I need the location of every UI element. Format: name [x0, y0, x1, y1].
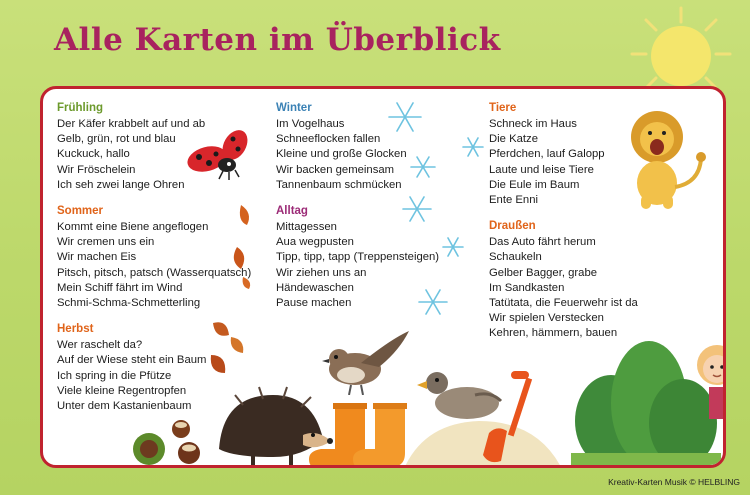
card-item: Wir backen gemeinsam [276, 163, 395, 176]
section-heading: Frühling [57, 102, 103, 114]
card-item: Kommt eine Biene angeflogen [57, 221, 209, 234]
card-item: Ich seh zwei lange Ohren [57, 178, 185, 191]
card-item: Wer raschelt da? [57, 339, 143, 352]
card-item: Pitsch, pitsch, patsch (Wasserquatsch) [57, 266, 252, 279]
card-item: Mittagessen [276, 221, 337, 234]
card-item: Ich spring in die Pfütze [57, 369, 172, 382]
section-heading: Tiere [489, 102, 517, 114]
leaf-icon [219, 201, 259, 291]
lion-icon [617, 107, 709, 212]
card-item: Tannenbaum schmücken [276, 178, 402, 191]
section-draussen [489, 219, 664, 341]
card-item: Schneck im Haus [489, 118, 577, 130]
card-item: Kleine und große Glocken [276, 148, 407, 161]
card-item: Pause machen [276, 297, 352, 310]
child-icon [691, 339, 726, 419]
ladybug-icon [183, 125, 255, 183]
section-heading: Winter [276, 102, 312, 114]
card-item: Das Auto fährt herum [489, 236, 596, 249]
card-item: Unter dem Kastanienbaum [57, 400, 192, 413]
card-item: Im Sandkasten [489, 281, 565, 294]
copyright-text: Kreativ-Karten Musik © HELBLING [608, 477, 740, 487]
card-item: Wir ziehen uns an [276, 266, 367, 279]
card-item: Aua wegpusten [276, 236, 354, 249]
card-item: Schaukeln [489, 251, 542, 264]
card-item: Schmi-Schma-Schmetterling [57, 297, 201, 310]
card-item: Kuckuck, hallo [57, 148, 130, 161]
bird-icon [321, 329, 411, 395]
page-title: Alle Karten im Überblick [54, 22, 501, 58]
card-item: Mein Schiff fährt im Wind [57, 281, 183, 294]
card-item: Die Katze [489, 133, 538, 146]
card-item: Der Käfer krabbelt auf und ab [57, 118, 206, 130]
sun-icon [626, 6, 736, 96]
card-item: Wir spielen Verstecken [489, 312, 604, 325]
snowflake-icon [383, 97, 493, 327]
card-item: Wir Fröschelein [57, 163, 136, 176]
card-item: Pferdchen, lauf Galopp [489, 148, 605, 161]
card-item: Wir machen Eis [57, 251, 137, 264]
card-item: Auf der Wiese steht ein Baum [57, 354, 207, 367]
card-item: Tipp, tipp, tapp (Treppensteigen) [276, 251, 440, 264]
card-item: Wir cremen uns ein [57, 236, 155, 249]
card-item: Schneeflocken fallen [276, 133, 381, 146]
card-item: Kehren, hämmern, bauen [489, 327, 618, 340]
section-heading: Alltag [276, 205, 308, 218]
card-item: Viele kleine Regentropfen [57, 384, 187, 397]
leaf-icon [205, 315, 253, 385]
section-heading: Herbst [57, 323, 94, 336]
card-item: Gelb, grün, rot und blau [57, 133, 176, 146]
section-heading: Draußen [489, 220, 536, 233]
overview-card [40, 86, 726, 468]
shovel-icon [483, 371, 533, 467]
card-item: Die Eule im Baum [489, 178, 580, 191]
card-item: Im Vogelhaus [276, 118, 345, 130]
card-item: Tatütata, die Feuerwehr ist da [489, 297, 638, 310]
card-item: Gelber Bagger, grabe [489, 266, 598, 279]
section-heading: Sommer [57, 205, 104, 218]
card-item: Laute und leise Tiere [489, 163, 594, 176]
card-item: Ente Enni [489, 194, 538, 207]
chestnut-icon [129, 417, 209, 467]
card-item: Händewaschen [276, 281, 354, 294]
